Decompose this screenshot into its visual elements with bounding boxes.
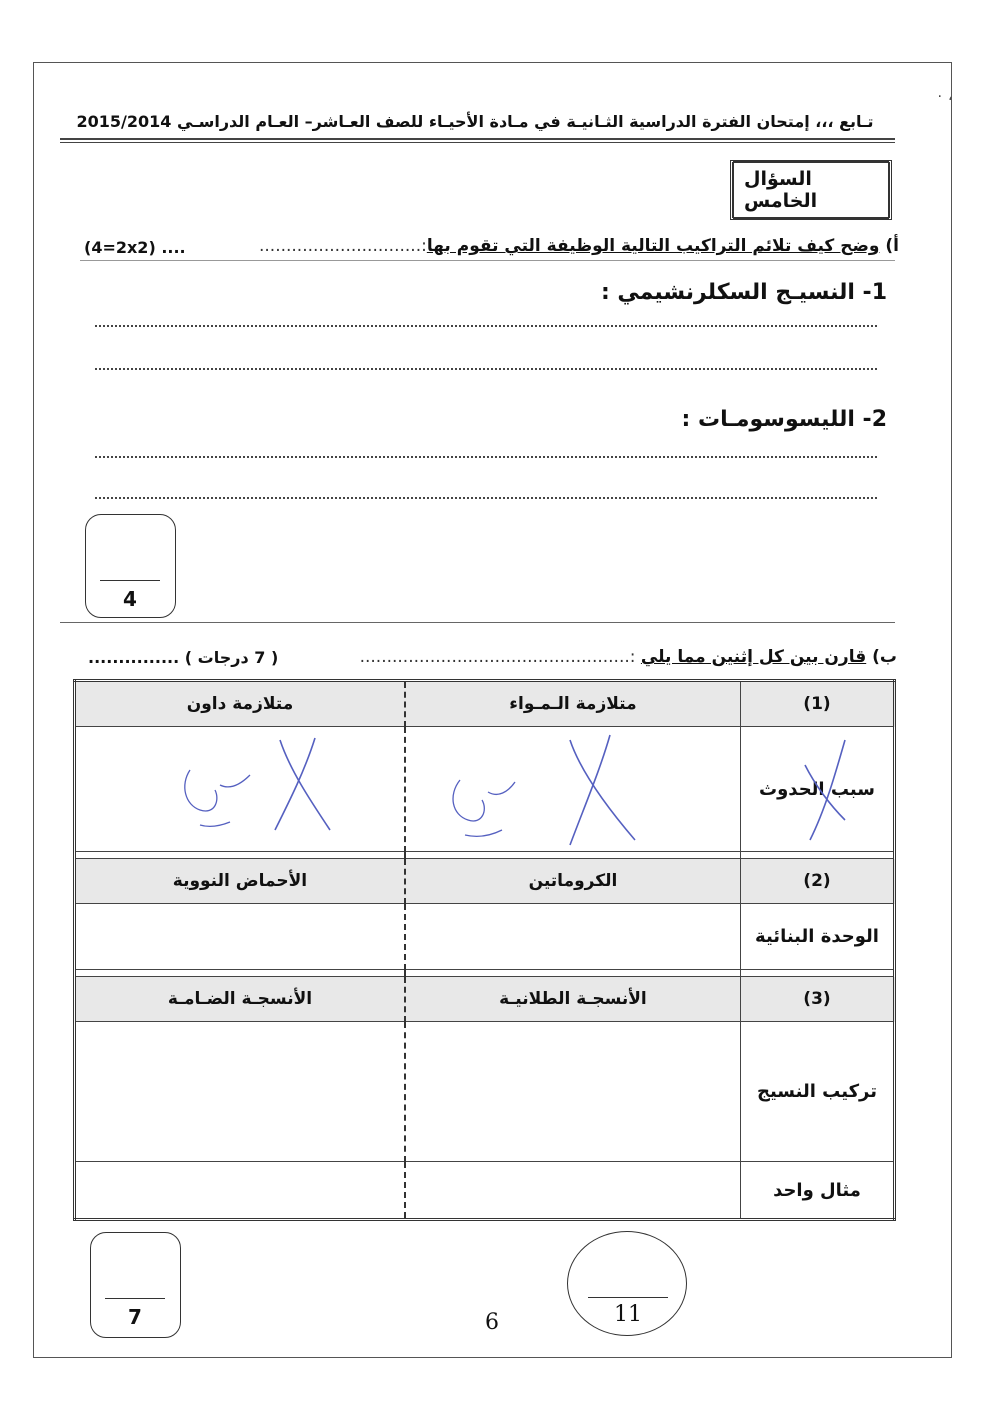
part-a-underline [80, 260, 895, 261]
row-number: (3) [741, 977, 895, 1022]
answer-cell[interactable] [405, 727, 741, 852]
part-b-marks: ( 7 درجات ) ............... [88, 648, 279, 667]
answer-cell[interactable] [75, 727, 405, 852]
row-label: تركيب النسيج [741, 1022, 895, 1162]
total-score: 11 [614, 1302, 642, 1327]
item-2-label: 2- الليسوسومـات : [681, 407, 887, 432]
answer-line-1a[interactable] [95, 325, 877, 327]
section-divider [60, 622, 895, 623]
column-b-header: الأنسجـة الضـامـة [75, 977, 405, 1022]
stray-mark: ٠ ، [936, 88, 953, 104]
column-a-header: الأنسجـة الطلانيـة [405, 977, 741, 1022]
part-a-score-max: 4 [123, 587, 137, 611]
answer-cell[interactable] [75, 904, 405, 970]
total-score-line [588, 1297, 668, 1298]
part-b-prompt [360, 647, 897, 667]
table-row [75, 681, 895, 727]
table-row [75, 727, 895, 852]
table-row [75, 1022, 895, 1162]
header-rule [60, 138, 895, 140]
part-b-text: قارن بين كل إثنين مما يلي [640, 647, 867, 667]
answer-cell[interactable] [75, 1162, 405, 1220]
part-b-score-line [105, 1298, 165, 1299]
table-separator [75, 852, 895, 859]
answer-line-1b[interactable] [95, 368, 877, 370]
item-1-label: 1- النسيـج السكلرنشيمي : [600, 280, 887, 305]
comparison-table [73, 679, 896, 1221]
table-row [75, 977, 895, 1022]
part-b-label: ب) [866, 647, 897, 667]
answer-cell[interactable] [75, 1022, 405, 1162]
row-label: سبب الحدوث [741, 727, 895, 852]
question-title-box [730, 160, 892, 220]
answer-line-2b[interactable] [95, 497, 877, 499]
row-number: (1) [741, 681, 895, 727]
column-b-header: الأحماض النووية [75, 859, 405, 904]
row-number: (2) [741, 859, 895, 904]
answer-cell[interactable] [405, 1022, 741, 1162]
row-label: مثال واحد [741, 1162, 895, 1220]
answer-cell[interactable] [405, 1162, 741, 1220]
part-a-score-line [100, 580, 160, 581]
part-a-dots: :.............................. [258, 236, 427, 256]
part-a-prompt [259, 236, 899, 256]
table-row [75, 1162, 895, 1220]
column-a-header: متلازمة الـمـواء [405, 681, 741, 727]
row-label: الوحدة البنائية [741, 904, 895, 970]
page-number: 6 [485, 1310, 499, 1335]
answer-cell[interactable] [405, 904, 741, 970]
table-row [75, 904, 895, 970]
part-a-label: أ) [879, 236, 899, 256]
answer-line-2a[interactable] [95, 456, 877, 458]
exam-header: تـابع ،،، إمتحان الفترة الدراسية الثـانيـة في مـادة الأحيـاء للصف العـاشر– العـام الدراسـي 2015/2014 [76, 112, 874, 131]
part-b-dots: :.................................................. [359, 647, 641, 667]
table-separator [75, 970, 895, 977]
part-b-score-max: 7 [128, 1305, 142, 1329]
part-a-text: وضح كيف تلائم التراكيب التالية الوظيفة التي تقوم بها [426, 236, 880, 256]
header-rule-inner [60, 142, 895, 143]
table-row [75, 859, 895, 904]
question-title: السؤال الخامس [733, 161, 889, 219]
column-b-header: متلازمة داون [75, 681, 405, 727]
column-a-header: الكروماتين [405, 859, 741, 904]
part-a-marks: (4=2x2) .... [84, 238, 186, 257]
